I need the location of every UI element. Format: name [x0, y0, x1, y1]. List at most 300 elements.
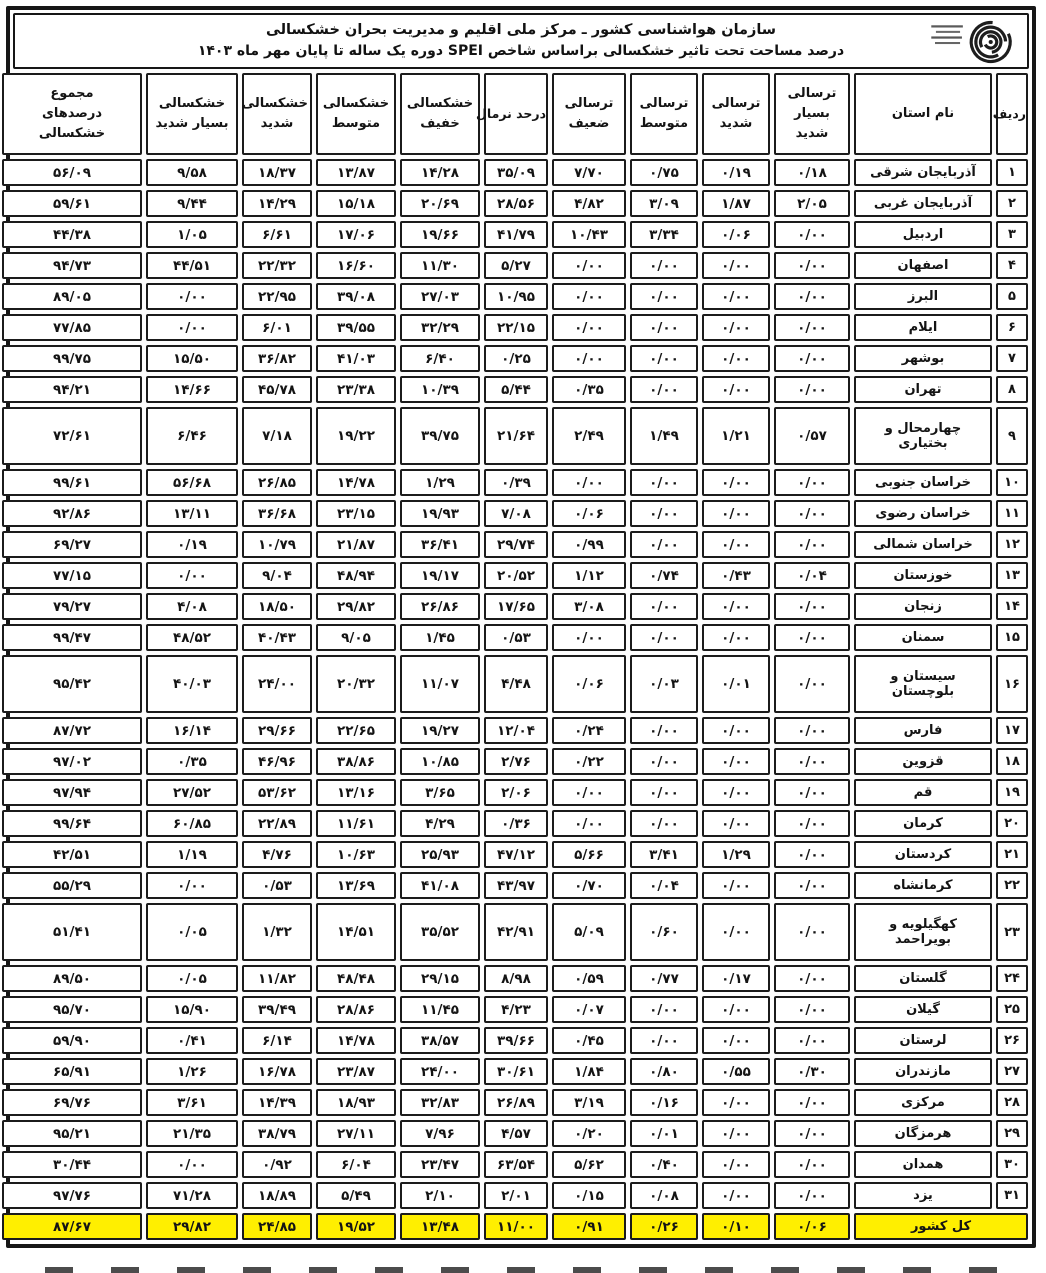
province-name: آذربایجان غربی [854, 190, 992, 217]
value-cell: ۵/۲۷ [484, 252, 548, 279]
value-cell: ۰/۶۰ [630, 903, 698, 961]
value-cell: ۱۸/۹۳ [316, 1089, 396, 1116]
col-header-drought-total: مجموع درصدهای خشکسالی [2, 73, 142, 155]
table-row [2, 965, 1028, 992]
value-cell: ۳۵/۰۹ [484, 159, 548, 186]
value-cell: ۵/۰۹ [552, 903, 626, 961]
value-cell: ۴/۲۹ [400, 810, 480, 837]
value-cell: ۲۳/۳۸ [316, 376, 396, 403]
value-cell: ۱۸/۸۹ [242, 1182, 312, 1209]
value-cell: ۰/۰۰ [702, 345, 770, 372]
value-cell: ۲۸/۵۶ [484, 190, 548, 217]
value-cell: ۷/۷۰ [552, 159, 626, 186]
table-row [2, 1089, 1028, 1116]
value-cell: ۴۸/۴۸ [316, 965, 396, 992]
table-row [2, 1182, 1028, 1209]
province-name: خراسان جنوبی [854, 469, 992, 496]
value-cell: ۹۲/۸۶ [2, 500, 142, 527]
value-cell: ۲۹/۱۵ [400, 965, 480, 992]
value-cell: ۳۵/۵۲ [400, 903, 480, 961]
value-cell: ۴۱/۰۳ [316, 345, 396, 372]
value-cell: ۰/۰۰ [630, 283, 698, 310]
value-cell: ۵۹/۶۱ [2, 190, 142, 217]
province-name: تهران [854, 376, 992, 403]
value-cell: ۶/۴۰ [400, 345, 480, 372]
value-cell: ۰/۰۰ [146, 872, 238, 899]
province-name: لرستان [854, 1027, 992, 1054]
value-cell: ۱۰/۸۵ [400, 748, 480, 775]
value-cell: ۰/۱۹ [702, 159, 770, 186]
value-cell: ۲/۷۶ [484, 748, 548, 775]
value-cell: ۹۷/۹۴ [2, 779, 142, 806]
value-cell: ۱/۸۴ [552, 1058, 626, 1085]
value-cell: ۰/۰۰ [774, 965, 850, 992]
value-cell: ۲۶/۸۵ [242, 469, 312, 496]
value-cell: ۰/۳۹ [484, 469, 548, 496]
value-cell: ۲۳/۸۷ [316, 1058, 396, 1085]
value-cell: ۷۹/۲۷ [2, 593, 142, 620]
table-row [2, 500, 1028, 527]
value-cell: ۲/۰۵ [774, 190, 850, 217]
value-cell: ۱/۲۹ [400, 469, 480, 496]
value-cell: ۸۷/۷۲ [2, 717, 142, 744]
province-name: خوزستان [854, 562, 992, 589]
value-cell: ۰/۰۰ [774, 531, 850, 558]
value-cell: ۰/۰۰ [552, 283, 626, 310]
value-cell: ۰/۰۰ [774, 500, 850, 527]
value-cell: ۳۸/۸۶ [316, 748, 396, 775]
province-name: بوشهر [854, 345, 992, 372]
row-number: ۳۰ [996, 1151, 1028, 1178]
value-cell: ۱۱/۸۲ [242, 965, 312, 992]
value-cell: ۸۷/۶۷ [2, 1213, 142, 1240]
value-cell: ۰/۰۰ [702, 996, 770, 1023]
report-subtitle: درصد مساحت تحت تاثیر خشکسالی براساس شاخص SPEI دوره یک ساله تا پایان مهر ماه ۱۴۰۳ [197, 42, 845, 59]
value-cell: ۰/۰۰ [146, 1151, 238, 1178]
title-box [13, 13, 1029, 69]
row-number: ۱۶ [996, 655, 1028, 713]
value-cell: ۱/۱۲ [552, 562, 626, 589]
value-cell: ۰/۰۰ [630, 779, 698, 806]
province-name: آذربایجان شرقی [854, 159, 992, 186]
value-cell: ۰/۰۰ [146, 562, 238, 589]
value-cell: ۲۲/۶۵ [316, 717, 396, 744]
value-cell: ۱۵/۵۰ [146, 345, 238, 372]
province-name: یزد [854, 1182, 992, 1209]
table-row [2, 376, 1028, 403]
value-cell: ۰/۲۵ [484, 345, 548, 372]
value-cell: ۴۸/۵۲ [146, 624, 238, 651]
value-cell: ۱۴/۷۸ [316, 1027, 396, 1054]
value-cell: ۰/۰۶ [702, 221, 770, 248]
value-cell: ۰/۰۰ [702, 872, 770, 899]
value-cell: ۰/۵۳ [242, 872, 312, 899]
province-name: کل کشور [854, 1213, 1028, 1240]
province-name: کردستان [854, 841, 992, 868]
value-cell: ۰/۵۳ [484, 624, 548, 651]
value-cell: ۰/۰۰ [146, 314, 238, 341]
value-cell: ۰/۰۰ [774, 283, 850, 310]
row-number: ۱ [996, 159, 1028, 186]
province-name: مرکزی [854, 1089, 992, 1116]
province-name: چهارمحال و بختیاری [854, 407, 992, 465]
value-cell: ۹۷/۷۶ [2, 1182, 142, 1209]
province-name: همدان [854, 1151, 992, 1178]
value-cell: ۱۳/۶۹ [316, 872, 396, 899]
value-cell: ۰/۰۰ [774, 841, 850, 868]
value-cell: ۰/۰۰ [774, 314, 850, 341]
value-cell: ۶۹/۷۶ [2, 1089, 142, 1116]
value-cell: ۱۲/۰۴ [484, 717, 548, 744]
value-cell: ۲۱/۸۷ [316, 531, 396, 558]
value-cell: ۲۲/۳۲ [242, 252, 312, 279]
value-cell: ۰/۰۰ [774, 810, 850, 837]
table-row [2, 407, 1028, 465]
value-cell: ۲۹/۸۲ [316, 593, 396, 620]
value-cell: ۱/۱۹ [146, 841, 238, 868]
value-cell: ۱۴/۶۶ [146, 376, 238, 403]
value-cell: ۱۵/۹۰ [146, 996, 238, 1023]
value-cell: ۹۵/۷۰ [2, 996, 142, 1023]
value-cell: ۰/۰۰ [774, 1089, 850, 1116]
value-cell: ۰/۰۰ [774, 1120, 850, 1147]
value-cell: ۵۵/۲۹ [2, 872, 142, 899]
row-number: ۸ [996, 376, 1028, 403]
table-row [2, 159, 1028, 186]
value-cell: ۲۲/۹۵ [242, 283, 312, 310]
value-cell: ۰/۲۰ [552, 1120, 626, 1147]
table-row [2, 190, 1028, 217]
value-cell: ۰/۹۱ [552, 1213, 626, 1240]
row-number: ۵ [996, 283, 1028, 310]
value-cell: ۲۹/۸۲ [146, 1213, 238, 1240]
value-cell: ۰/۰۰ [552, 624, 626, 651]
value-cell: ۲۰/۶۹ [400, 190, 480, 217]
row-number: ۲۳ [996, 903, 1028, 961]
value-cell: ۰/۳۵ [552, 376, 626, 403]
table-row [2, 283, 1028, 310]
value-cell: ۰/۰۰ [552, 252, 626, 279]
value-cell: ۳۰/۶۱ [484, 1058, 548, 1085]
value-cell: ۰/۰۰ [702, 593, 770, 620]
value-cell: ۹۹/۶۱ [2, 469, 142, 496]
value-cell: ۳۲/۸۳ [400, 1089, 480, 1116]
row-number: ۳ [996, 221, 1028, 248]
province-name: ایلام [854, 314, 992, 341]
value-cell: ۱۳/۱۱ [146, 500, 238, 527]
value-cell: ۰/۰۰ [774, 1182, 850, 1209]
value-cell: ۱/۰۵ [146, 221, 238, 248]
value-cell: ۰/۴۵ [552, 1027, 626, 1054]
value-cell: ۰/۰۰ [702, 469, 770, 496]
value-cell: ۰/۰۰ [774, 655, 850, 713]
row-number: ۲۱ [996, 841, 1028, 868]
value-cell: ۵۶/۰۹ [2, 159, 142, 186]
value-cell: ۰/۰۰ [146, 283, 238, 310]
value-cell: ۰/۳۵ [146, 748, 238, 775]
value-cell: ۰/۰۰ [552, 314, 626, 341]
province-name: سیستان و بلوچستان [854, 655, 992, 713]
value-cell: ۰/۷۷ [630, 965, 698, 992]
value-cell: ۷۷/۱۵ [2, 562, 142, 589]
value-cell: ۱۱/۴۵ [400, 996, 480, 1023]
value-cell: ۱۹/۲۲ [316, 407, 396, 465]
drought-table [0, 69, 1032, 1244]
table-row-country-total [2, 1213, 1028, 1240]
value-cell: ۰/۰۵ [146, 965, 238, 992]
value-cell: ۳/۶۵ [400, 779, 480, 806]
value-cell: ۰/۱۸ [774, 159, 850, 186]
province-name: اصفهان [854, 252, 992, 279]
value-cell: ۱۰/۴۳ [552, 221, 626, 248]
row-number: ۷ [996, 345, 1028, 372]
value-cell: ۰/۰۰ [702, 252, 770, 279]
value-cell: ۲۸/۸۶ [316, 996, 396, 1023]
value-cell: ۰/۰۴ [774, 562, 850, 589]
value-cell: ۵/۴۴ [484, 376, 548, 403]
col-header-radif: ردیف [996, 73, 1028, 155]
value-cell: ۱۴/۷۸ [316, 469, 396, 496]
value-cell: ۱۰/۷۹ [242, 531, 312, 558]
value-cell: ۰/۰۱ [630, 1120, 698, 1147]
value-cell: ۶۵/۹۱ [2, 1058, 142, 1085]
value-cell: ۲۹/۷۴ [484, 531, 548, 558]
value-cell: ۴۴/۳۸ [2, 221, 142, 248]
value-cell: ۲۱/۶۴ [484, 407, 548, 465]
province-name: سمنان [854, 624, 992, 651]
value-cell: ۰/۰۴ [630, 872, 698, 899]
value-cell: ۰/۰۰ [630, 810, 698, 837]
org-title: سازمان هواشناسی کشور ـ مرکز ملی اقلیم و مدیریت بحران خشکسالی [265, 21, 777, 38]
value-cell: ۲۷/۱۱ [316, 1120, 396, 1147]
table-row [2, 531, 1028, 558]
value-cell: ۰/۰۰ [702, 748, 770, 775]
value-cell: ۸۹/۰۵ [2, 283, 142, 310]
value-cell: ۳۸/۷۹ [242, 1120, 312, 1147]
value-cell: ۰/۰۰ [630, 624, 698, 651]
value-cell: ۲۰/۵۲ [484, 562, 548, 589]
value-cell: ۳/۳۴ [630, 221, 698, 248]
value-cell: ۱۹/۱۷ [400, 562, 480, 589]
value-cell: ۰/۰۰ [774, 903, 850, 961]
value-cell: ۲۳/۴۷ [400, 1151, 480, 1178]
value-cell: ۷/۰۸ [484, 500, 548, 527]
value-cell: ۴۰/۴۳ [242, 624, 312, 651]
row-number: ۲۵ [996, 996, 1028, 1023]
table-row [2, 469, 1028, 496]
province-name: هرمزگان [854, 1120, 992, 1147]
value-cell: ۹۷/۰۲ [2, 748, 142, 775]
value-cell: ۱۳/۴۸ [400, 1213, 480, 1240]
value-cell: ۰/۰۶ [552, 655, 626, 713]
value-cell: ۰/۰۰ [630, 593, 698, 620]
table-row [2, 655, 1028, 713]
value-cell: ۶/۰۱ [242, 314, 312, 341]
value-cell: ۰/۰۰ [630, 531, 698, 558]
value-cell: ۰/۰۰ [630, 500, 698, 527]
province-name: زنجان [854, 593, 992, 620]
value-cell: ۱۰/۶۳ [316, 841, 396, 868]
value-cell: ۳۶/۸۲ [242, 345, 312, 372]
value-cell: ۲۹/۶۶ [242, 717, 312, 744]
value-cell: ۰/۹۲ [242, 1151, 312, 1178]
met-org-logo-icon [926, 16, 1022, 68]
col-header-wet-very-severe: ترسالی بسیار شدید [774, 73, 850, 155]
value-cell: ۳/۴۱ [630, 841, 698, 868]
value-cell: ۶/۶۱ [242, 221, 312, 248]
value-cell: ۰/۱۶ [630, 1089, 698, 1116]
value-cell: ۰/۰۰ [630, 345, 698, 372]
value-cell: ۰/۰۰ [702, 779, 770, 806]
value-cell: ۲۲/۱۵ [484, 314, 548, 341]
value-cell: ۹۵/۲۱ [2, 1120, 142, 1147]
value-cell: ۹/۰۵ [316, 624, 396, 651]
row-number: ۲۰ [996, 810, 1028, 837]
table-row [2, 593, 1028, 620]
value-cell: ۴۴/۵۱ [146, 252, 238, 279]
value-cell: ۰/۰۰ [552, 810, 626, 837]
value-cell: ۰/۰۰ [702, 1151, 770, 1178]
value-cell: ۲۷/۵۲ [146, 779, 238, 806]
value-cell: ۲۰/۳۲ [316, 655, 396, 713]
province-name: البرز [854, 283, 992, 310]
value-cell: ۶/۰۴ [316, 1151, 396, 1178]
value-cell: ۰/۰۰ [774, 996, 850, 1023]
value-cell: ۱/۸۷ [702, 190, 770, 217]
value-cell: ۰/۰۱ [702, 655, 770, 713]
value-cell: ۴۰/۰۳ [146, 655, 238, 713]
row-number: ۱۳ [996, 562, 1028, 589]
row-number: ۱۰ [996, 469, 1028, 496]
province-name: قم [854, 779, 992, 806]
value-cell: ۳۹/۰۸ [316, 283, 396, 310]
table-row [2, 1058, 1028, 1085]
row-number: ۹ [996, 407, 1028, 465]
value-cell: ۰/۲۴ [552, 717, 626, 744]
value-cell: ۱۹/۲۷ [400, 717, 480, 744]
value-cell: ۴۷/۱۲ [484, 841, 548, 868]
value-cell: ۳/۱۹ [552, 1089, 626, 1116]
value-cell: ۰/۰۰ [552, 469, 626, 496]
province-name: مازندران [854, 1058, 992, 1085]
table-row [2, 779, 1028, 806]
value-cell: ۰/۲۲ [552, 748, 626, 775]
value-cell: ۳۲/۲۹ [400, 314, 480, 341]
value-cell: ۰/۰۰ [774, 345, 850, 372]
row-number: ۲۷ [996, 1058, 1028, 1085]
value-cell: ۰/۰۰ [702, 810, 770, 837]
value-cell: ۰/۰۰ [702, 903, 770, 961]
value-cell: ۰/۰۰ [630, 748, 698, 775]
row-number: ۶ [996, 314, 1028, 341]
value-cell: ۰/۰۷ [552, 996, 626, 1023]
value-cell: ۹۴/۲۱ [2, 376, 142, 403]
value-cell: ۰/۰۸ [630, 1182, 698, 1209]
province-name: کرمانشاه [854, 872, 992, 899]
table-row [2, 1151, 1028, 1178]
col-header-drought-moderate: خشکسالی متوسط [316, 73, 396, 155]
value-cell: ۴۲/۵۱ [2, 841, 142, 868]
value-cell: ۲۴/۸۵ [242, 1213, 312, 1240]
table-row [2, 996, 1028, 1023]
value-cell: ۰/۰۳ [630, 655, 698, 713]
value-cell: ۲۱/۳۵ [146, 1120, 238, 1147]
value-cell: ۱۷/۰۶ [316, 221, 396, 248]
value-cell: ۰/۸۰ [630, 1058, 698, 1085]
value-cell: ۳۹/۶۶ [484, 1027, 548, 1054]
row-number: ۱۲ [996, 531, 1028, 558]
row-number: ۲۲ [996, 872, 1028, 899]
value-cell: ۲۳/۱۵ [316, 500, 396, 527]
value-cell: ۱۱/۶۱ [316, 810, 396, 837]
value-cell: ۲۴/۰۰ [400, 1058, 480, 1085]
value-cell: ۱۹/۶۶ [400, 221, 480, 248]
value-cell: ۰/۰۰ [774, 252, 850, 279]
value-cell: ۳۹/۵۵ [316, 314, 396, 341]
value-cell: ۰/۰۰ [774, 593, 850, 620]
value-cell: ۱۶/۶۰ [316, 252, 396, 279]
value-cell: ۰/۰۰ [702, 717, 770, 744]
value-cell: ۷/۱۸ [242, 407, 312, 465]
value-cell: ۷۱/۲۸ [146, 1182, 238, 1209]
province-name: خراسان شمالی [854, 531, 992, 558]
row-number: ۱۴ [996, 593, 1028, 620]
province-name: فارس [854, 717, 992, 744]
value-cell: ۲/۱۰ [400, 1182, 480, 1209]
value-cell: ۱۹/۵۲ [316, 1213, 396, 1240]
value-cell: ۱۴/۲۹ [242, 190, 312, 217]
value-cell: ۱۶/۱۴ [146, 717, 238, 744]
province-name: خراسان رضوی [854, 500, 992, 527]
value-cell: ۰/۰۰ [702, 376, 770, 403]
table-row [2, 221, 1028, 248]
value-cell: ۰/۰۰ [774, 469, 850, 496]
value-cell: ۰/۰۰ [702, 1182, 770, 1209]
value-cell: ۳/۰۸ [552, 593, 626, 620]
col-header-normal: درحد نرمال [484, 73, 548, 155]
value-cell: ۵۹/۹۰ [2, 1027, 142, 1054]
value-cell: ۰/۱۷ [702, 965, 770, 992]
value-cell: ۴/۸۲ [552, 190, 626, 217]
value-cell: ۳۶/۶۸ [242, 500, 312, 527]
value-cell: ۰/۰۰ [702, 500, 770, 527]
drought-report-sheet [6, 6, 1036, 1248]
value-cell: ۰/۴۰ [630, 1151, 698, 1178]
row-number: ۱۹ [996, 779, 1028, 806]
col-header-drought-mild: خشکسالی خفیف [400, 73, 480, 155]
value-cell: ۵/۴۹ [316, 1182, 396, 1209]
value-cell: ۹۹/۴۷ [2, 624, 142, 651]
value-cell: ۰/۰۰ [774, 717, 850, 744]
table-row [2, 345, 1028, 372]
value-cell: ۴۱/۷۹ [484, 221, 548, 248]
value-cell: ۱۱/۰۷ [400, 655, 480, 713]
row-number: ۲۶ [996, 1027, 1028, 1054]
value-cell: ۰/۰۵ [146, 903, 238, 961]
value-cell: ۰/۰۰ [630, 314, 698, 341]
value-cell: ۰/۰۰ [630, 996, 698, 1023]
value-cell: ۰/۰۰ [702, 531, 770, 558]
col-header-drought-very-severe: خشکسالی بسیار شدید [146, 73, 238, 155]
value-cell: ۰/۷۵ [630, 159, 698, 186]
value-cell: ۳۹/۷۵ [400, 407, 480, 465]
value-cell: ۵/۶۶ [552, 841, 626, 868]
value-cell: ۰/۰۰ [702, 1120, 770, 1147]
province-name: کرمان [854, 810, 992, 837]
value-cell: ۹۵/۴۲ [2, 655, 142, 713]
value-cell: ۱۱/۳۰ [400, 252, 480, 279]
table-row [2, 841, 1028, 868]
